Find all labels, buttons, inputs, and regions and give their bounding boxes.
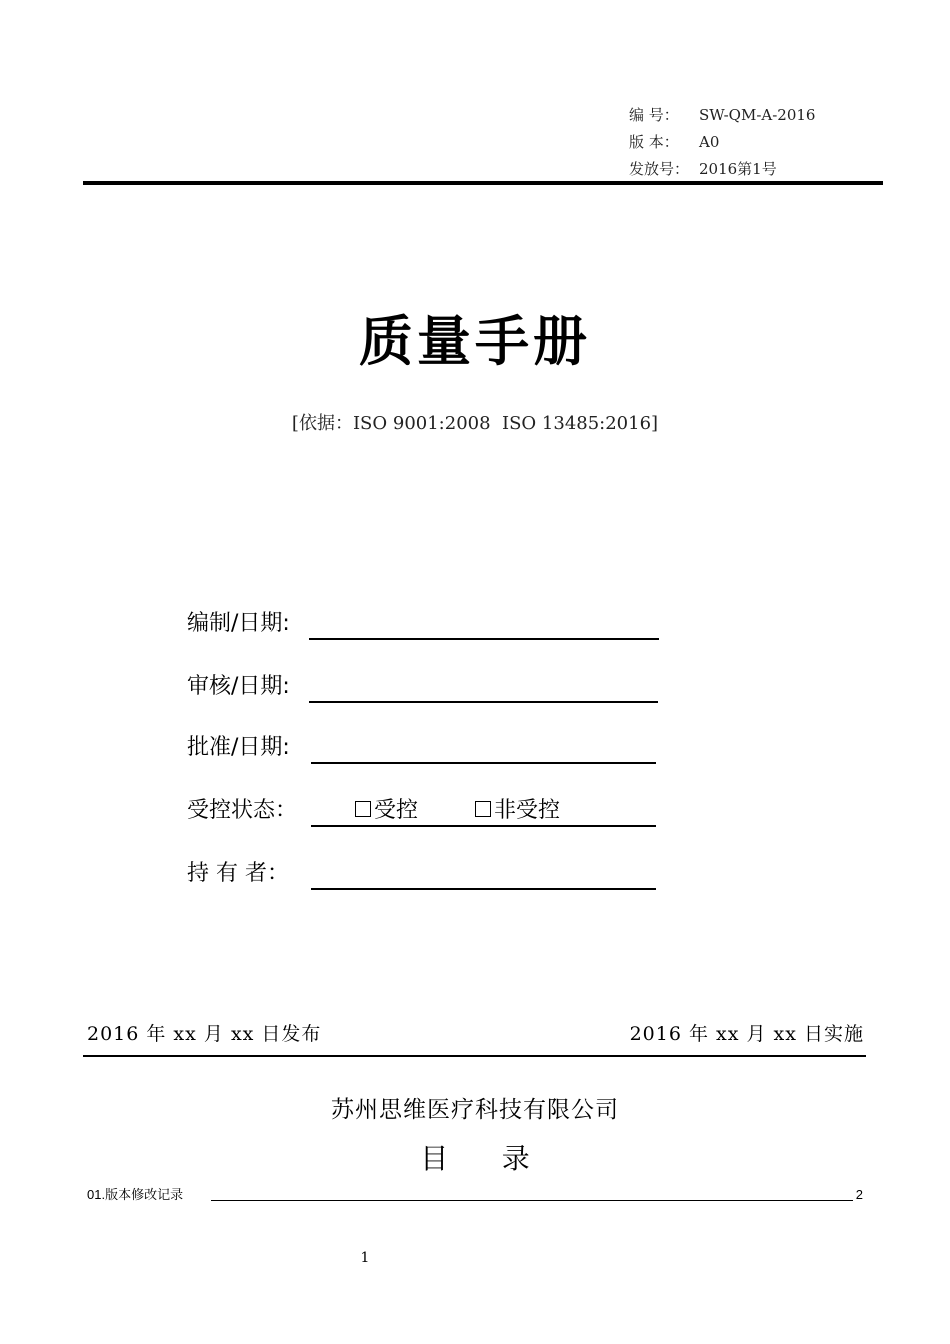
- effective-date: 2016 年 xx 月 xx 日实施: [629, 1023, 864, 1045]
- toc-item-label: 01.版本修改记录: [87, 1185, 183, 1205]
- version-label: 版 本：: [629, 133, 679, 151]
- controlled-option-label: 受控: [374, 798, 419, 823]
- checkbox-icon[interactable]: [475, 801, 491, 817]
- checkbox-icon[interactable]: [355, 801, 371, 817]
- doc-number-label: 编 号：: [629, 106, 679, 124]
- control-status-field: [187, 794, 662, 828]
- doc-number-value: SW-QM-A-2016: [699, 106, 816, 124]
- holder-field: [187, 857, 662, 891]
- date-rule: [83, 1055, 866, 1057]
- standard-basis: [依据：ISO 9001:2008 ISO 13485:2016]: [291, 413, 659, 434]
- review-date-label: 审核/日期:: [187, 674, 290, 699]
- doc-number-line: [629, 105, 815, 125]
- toc-leader-line: [211, 1200, 853, 1201]
- approve-date-blank[interactable]: [311, 762, 656, 764]
- holder-label: 持 有 者：: [187, 861, 289, 886]
- header-rule: [83, 181, 883, 185]
- control-status-label: 受控状态：: [187, 798, 298, 823]
- compile-date-blank[interactable]: [309, 638, 659, 640]
- issue-value: 2016第1号: [699, 160, 777, 178]
- publish-date: 2016 年 xx 月 xx 日发布: [87, 1023, 322, 1045]
- approve-date-field: [187, 731, 662, 765]
- toc-item[interactable]: [87, 1185, 863, 1205]
- approve-date-label: 批准/日期:: [187, 735, 290, 760]
- holder-blank[interactable]: [311, 888, 656, 890]
- compile-date-label: 编制/日期:: [187, 611, 290, 636]
- document-title: 质量手册: [359, 310, 591, 373]
- company-name: 苏州思维医疗科技有限公司: [331, 1097, 619, 1123]
- compile-date-field: [187, 607, 662, 641]
- version-value: A0: [699, 133, 720, 151]
- controlled-option[interactable]: [355, 794, 418, 828]
- toc-title: 目 录: [420, 1142, 530, 1175]
- uncontrolled-option-label: 非受控: [494, 798, 561, 823]
- uncontrolled-option[interactable]: [475, 794, 560, 828]
- page-number: 1: [360, 1250, 370, 1266]
- toc-item-page: 2: [855, 1187, 863, 1202]
- version-line: [629, 132, 719, 152]
- issue-label: 发放号：: [629, 160, 690, 178]
- review-date-field: [187, 670, 662, 704]
- issue-line: [629, 159, 777, 179]
- review-date-blank[interactable]: [309, 701, 658, 703]
